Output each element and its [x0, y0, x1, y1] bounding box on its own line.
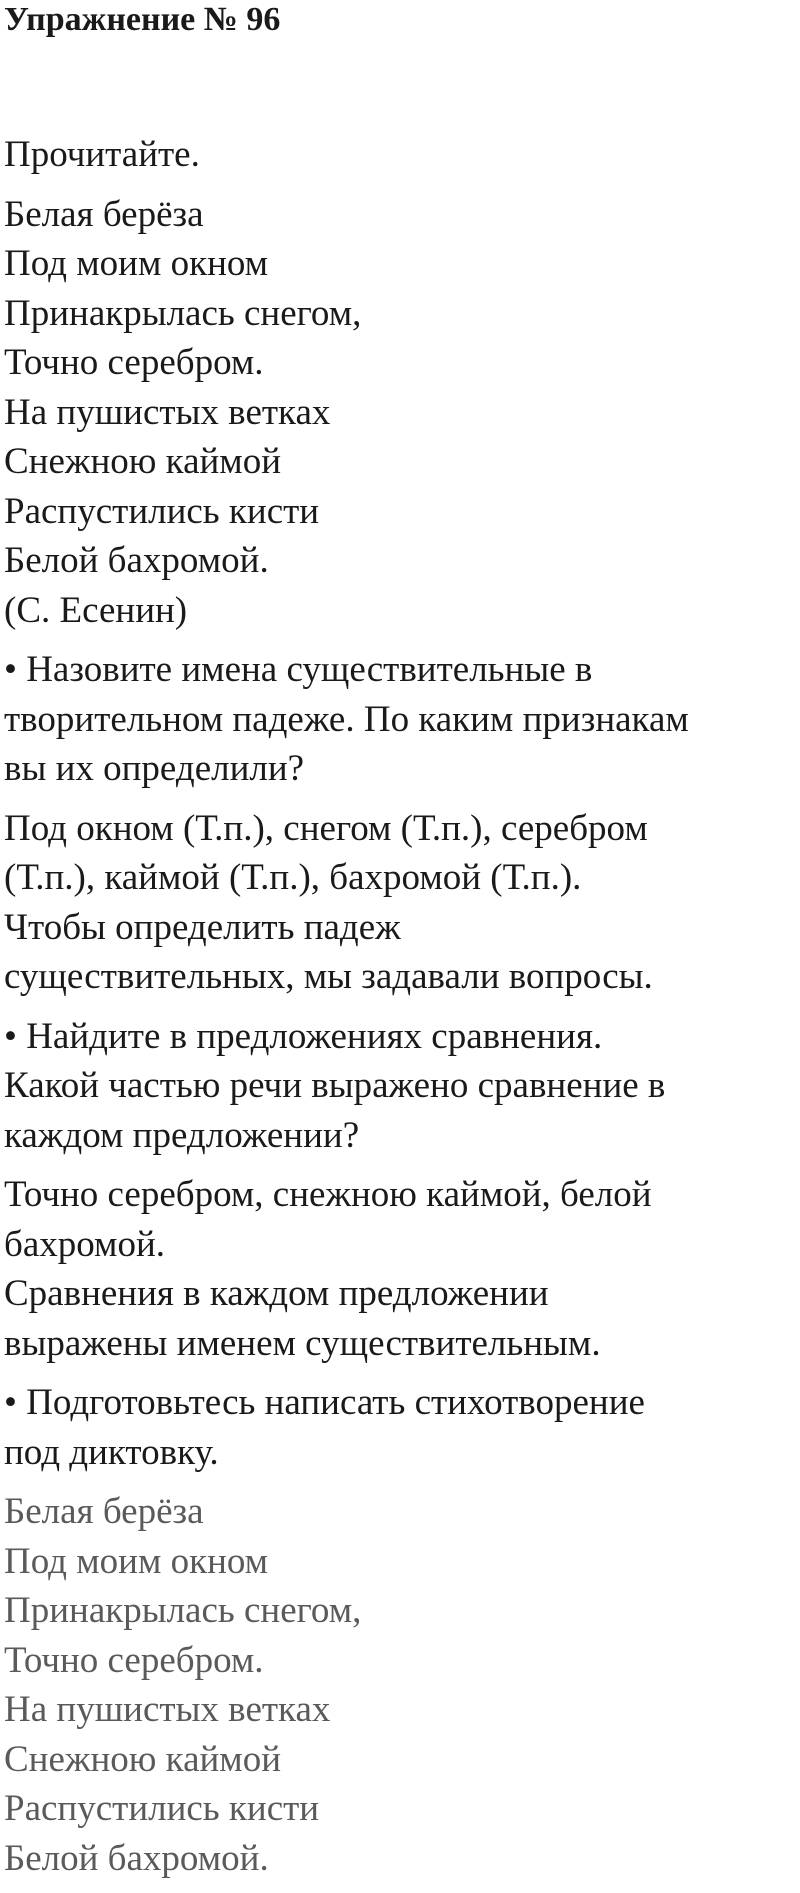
question-line: • Назовите имена существительные в: [4, 649, 593, 690]
poem-line: Под моим окном: [4, 243, 269, 284]
dictation-line: Принакрылась снегом,: [4, 1590, 362, 1631]
answer-line: бахромой.: [4, 1223, 166, 1265]
poem: [4, 190, 796, 636]
poem-line: На пушистых ветках: [4, 391, 331, 433]
question-line: каждом предложении?: [4, 1114, 360, 1156]
poem-author: (С. Есенин): [4, 589, 188, 631]
dictation-line: Белая берёза: [4, 1491, 204, 1532]
poem-line: Белой бахромой.: [4, 540, 269, 581]
answer-line: Сравнения в каждом предложении: [4, 1273, 549, 1314]
answer-line: существительных, мы задавали вопросы.: [4, 956, 653, 997]
poem-line: Точно серебром.: [4, 342, 264, 383]
poem-line: Снежною каймой: [4, 441, 282, 482]
question-line: • Найдите в предложениях сравнения.: [4, 1015, 603, 1057]
exercise-page: [4, 0, 796, 1883]
question-line: • Подготовьтесь написать стихотворение: [4, 1382, 645, 1423]
answer-line: (Т.п.), каймой (Т.п.), бахромой (Т.п.).: [4, 857, 582, 898]
dictation-line: На пушистых ветках: [4, 1689, 331, 1730]
dictation-line: Под моим окном: [4, 1540, 269, 1582]
dictation-line: Белой бахромой.: [4, 1837, 269, 1879]
intro-text: Прочитайте.: [4, 134, 200, 175]
exercise-title: Упражнение № 96: [4, 1, 281, 38]
poem-line: Принакрылась снегом,: [4, 292, 362, 334]
question-3: [4, 1378, 796, 1477]
poem-line: Белая берёза: [4, 193, 204, 235]
question-line: вы их определили?: [4, 748, 305, 789]
question-line: Какой частью речи выражено сравнение в: [4, 1065, 666, 1106]
question-2: [4, 1012, 796, 1161]
answer-line: Чтобы определить падеж: [4, 906, 401, 948]
answer-2: [4, 1170, 796, 1368]
dictation-line: Точно серебром.: [4, 1639, 264, 1681]
dictation-line: Распустились кисти: [4, 1788, 320, 1829]
question-line: под диктовку.: [4, 1431, 219, 1473]
dictation-poem: [4, 1487, 796, 1883]
dictation-line: Снежною каймой: [4, 1738, 282, 1780]
answer-line: Точно серебром, снежною каймой, белой: [4, 1174, 652, 1215]
answer-1: [4, 804, 796, 1002]
poem-line: Распустились кисти: [4, 490, 320, 532]
answer-line: Под окном (Т.п.), снегом (Т.п.), серебром: [4, 807, 648, 849]
question-1: [4, 645, 796, 794]
answer-line: выражены именем существительным.: [4, 1322, 601, 1364]
question-line: творительном падеже. По каким признакам: [4, 698, 689, 740]
